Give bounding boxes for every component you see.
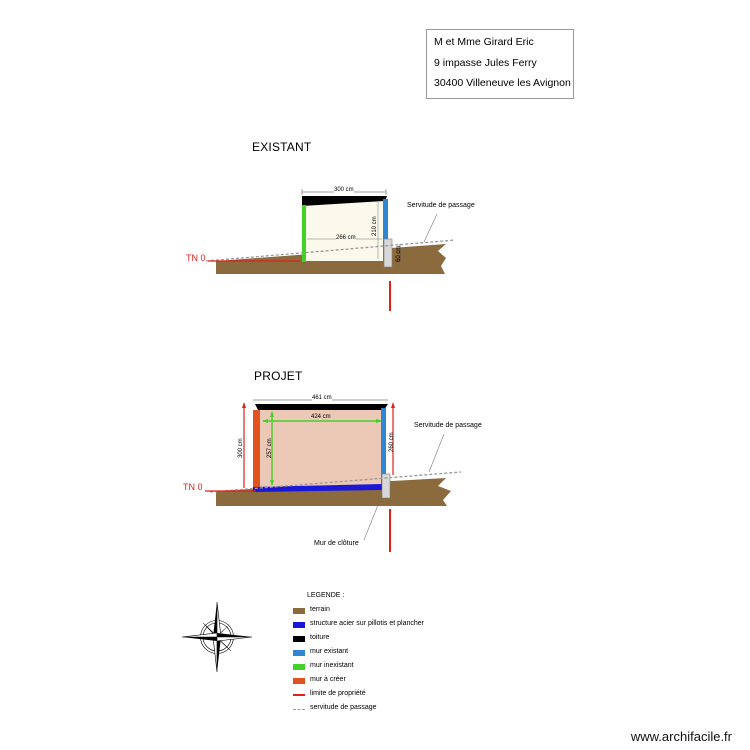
existing-title: EXISTANT: [252, 140, 312, 154]
project-tn-label: TN 0: [183, 482, 203, 492]
project-dim-height-inner: 257 cm: [267, 438, 273, 458]
legend-swatch: [293, 622, 305, 628]
project-easement-note: Servitude de passage: [414, 422, 482, 429]
legend-swatch: [293, 650, 305, 656]
project-wall-note: Mur de clôture: [314, 540, 359, 547]
legend-label: mur existant: [310, 648, 349, 655]
legend-label: mur à créer: [310, 676, 346, 683]
project-dim-height-right: 260 cm: [389, 432, 395, 452]
legend-swatch: [293, 664, 305, 670]
project-dim-width: 461 cm: [312, 395, 332, 401]
watermark: www.archifacile.fr: [630, 729, 732, 744]
existing-dim-inner: 266 cm: [336, 235, 356, 241]
legend-swatch: [293, 636, 305, 642]
address-line-3: 30400 Villeneuve les Avignon: [434, 77, 571, 89]
legend-label: servitude de passage: [310, 704, 377, 711]
legend-swatch: [293, 608, 305, 614]
project-wall-to-create: [253, 410, 260, 488]
legend-swatch: [293, 709, 305, 710]
legend-label: limite de propriété: [310, 690, 366, 697]
legend-swatch: [293, 694, 305, 696]
legend-label: mur inexistant: [310, 662, 354, 669]
existing-dim-side: 60 cm: [396, 245, 402, 262]
project-title: PROJET: [254, 369, 303, 383]
legend-label: terrain: [310, 606, 330, 613]
legend-swatch: [293, 678, 305, 684]
project-dim-inner: 424 cm: [311, 414, 331, 420]
existing-dim-height: 210 cm: [372, 216, 378, 236]
address-line-1: M et Mme Girard Eric: [434, 36, 534, 48]
project-dim-height-left: 300 cm: [238, 438, 244, 458]
legend-label: structure acier sur pillotis et plancher: [310, 620, 424, 627]
compass-rose-icon: [180, 600, 254, 674]
existing-easement-note: Servitude de passage: [407, 202, 475, 209]
existing-dim-width: 300 cm: [334, 187, 354, 193]
legend-title: LEGENDE :: [307, 592, 345, 599]
legend-label: toiture: [310, 634, 330, 641]
project-roof: [255, 404, 388, 410]
address-line-2: 9 impasse Jules Ferry: [434, 57, 537, 69]
existing-tn-label: TN 0: [186, 253, 206, 263]
